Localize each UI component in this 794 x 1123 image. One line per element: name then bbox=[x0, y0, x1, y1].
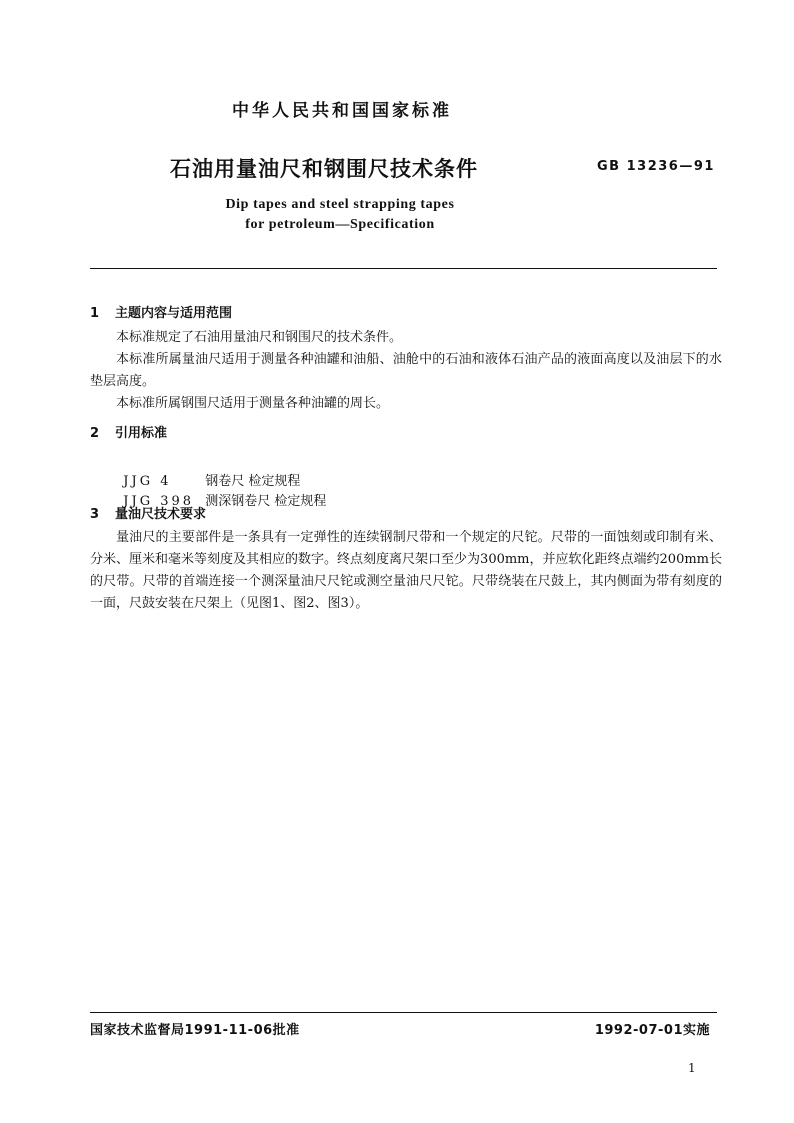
section-3-paragraph-1: 量油尺的主要部件是一条具有一定弹性的连续钢制尺带和一个规定的尺铊。尺带的一面蚀刻或印制有米、分米、厘米和毫米等刻度及其相应的数字。终点刻度离尺架口至少为300mm，并应软化距终点端约200mm长的尺带。尺带的首端连接一个测深量油尺尺铊或测空量油尺尺铊。尺带绕装在尺鼓上，其内侧面为带有刻度的一面，尺鼓安装在尺架上（见图1、图2、图3）。 bbox=[90, 530, 722, 611]
section-2-title: 引用标准 bbox=[115, 426, 168, 441]
header-divider bbox=[90, 268, 717, 269]
section-2-number: 2 bbox=[90, 426, 100, 441]
page-number: 1 bbox=[688, 1061, 696, 1075]
title-english-line-2: for petroleum—Specification bbox=[245, 217, 435, 232]
reference-code: JJG 398 bbox=[123, 494, 195, 509]
section-3-title: 量油尺技术要求 bbox=[115, 507, 207, 522]
section-1-heading bbox=[90, 302, 232, 321]
section-3-number: 3 bbox=[90, 507, 100, 522]
reference-title: 钢卷尺 检定规程 bbox=[205, 474, 301, 489]
title-english-line-1: Dip tapes and steel strapping tapes bbox=[225, 197, 455, 212]
section-1-number: 1 bbox=[90, 306, 100, 321]
section-1-paragraph-1: 本标准规定了石油用量油尺和钢围尺的技术条件。 bbox=[116, 330, 403, 345]
section-2-heading bbox=[90, 422, 167, 441]
approval-date: 国家技术监督局1991-11-06批准 bbox=[90, 1023, 300, 1038]
reference-code: JJG 4 bbox=[123, 474, 172, 489]
implementation-date: 1992-07-01实施 bbox=[594, 1023, 710, 1038]
section-1-title: 主题内容与适用范围 bbox=[115, 306, 233, 321]
document-title-chinese: 石油用量油尺和钢围尺技术条件 bbox=[170, 157, 478, 181]
standard-number: GB 13236—91 bbox=[597, 159, 715, 174]
section-1-paragraph-3: 本标准所属钢围尺适用于测量各种油罐的周长。 bbox=[116, 396, 390, 411]
footer-divider bbox=[90, 1012, 717, 1013]
document-title-english bbox=[170, 195, 510, 235]
section-1-paragraph-2: 本标准所属量油尺适用于测量各种油罐和油船、油舱中的石油和液体石油产品的液面高度以及油层下的水垫层高度。 bbox=[90, 352, 722, 389]
organization-title: 中华人民共和国国家标准 bbox=[232, 101, 452, 121]
reference-title: 测深钢卷尺 检定规程 bbox=[205, 494, 327, 509]
section-3-heading bbox=[90, 503, 206, 522]
